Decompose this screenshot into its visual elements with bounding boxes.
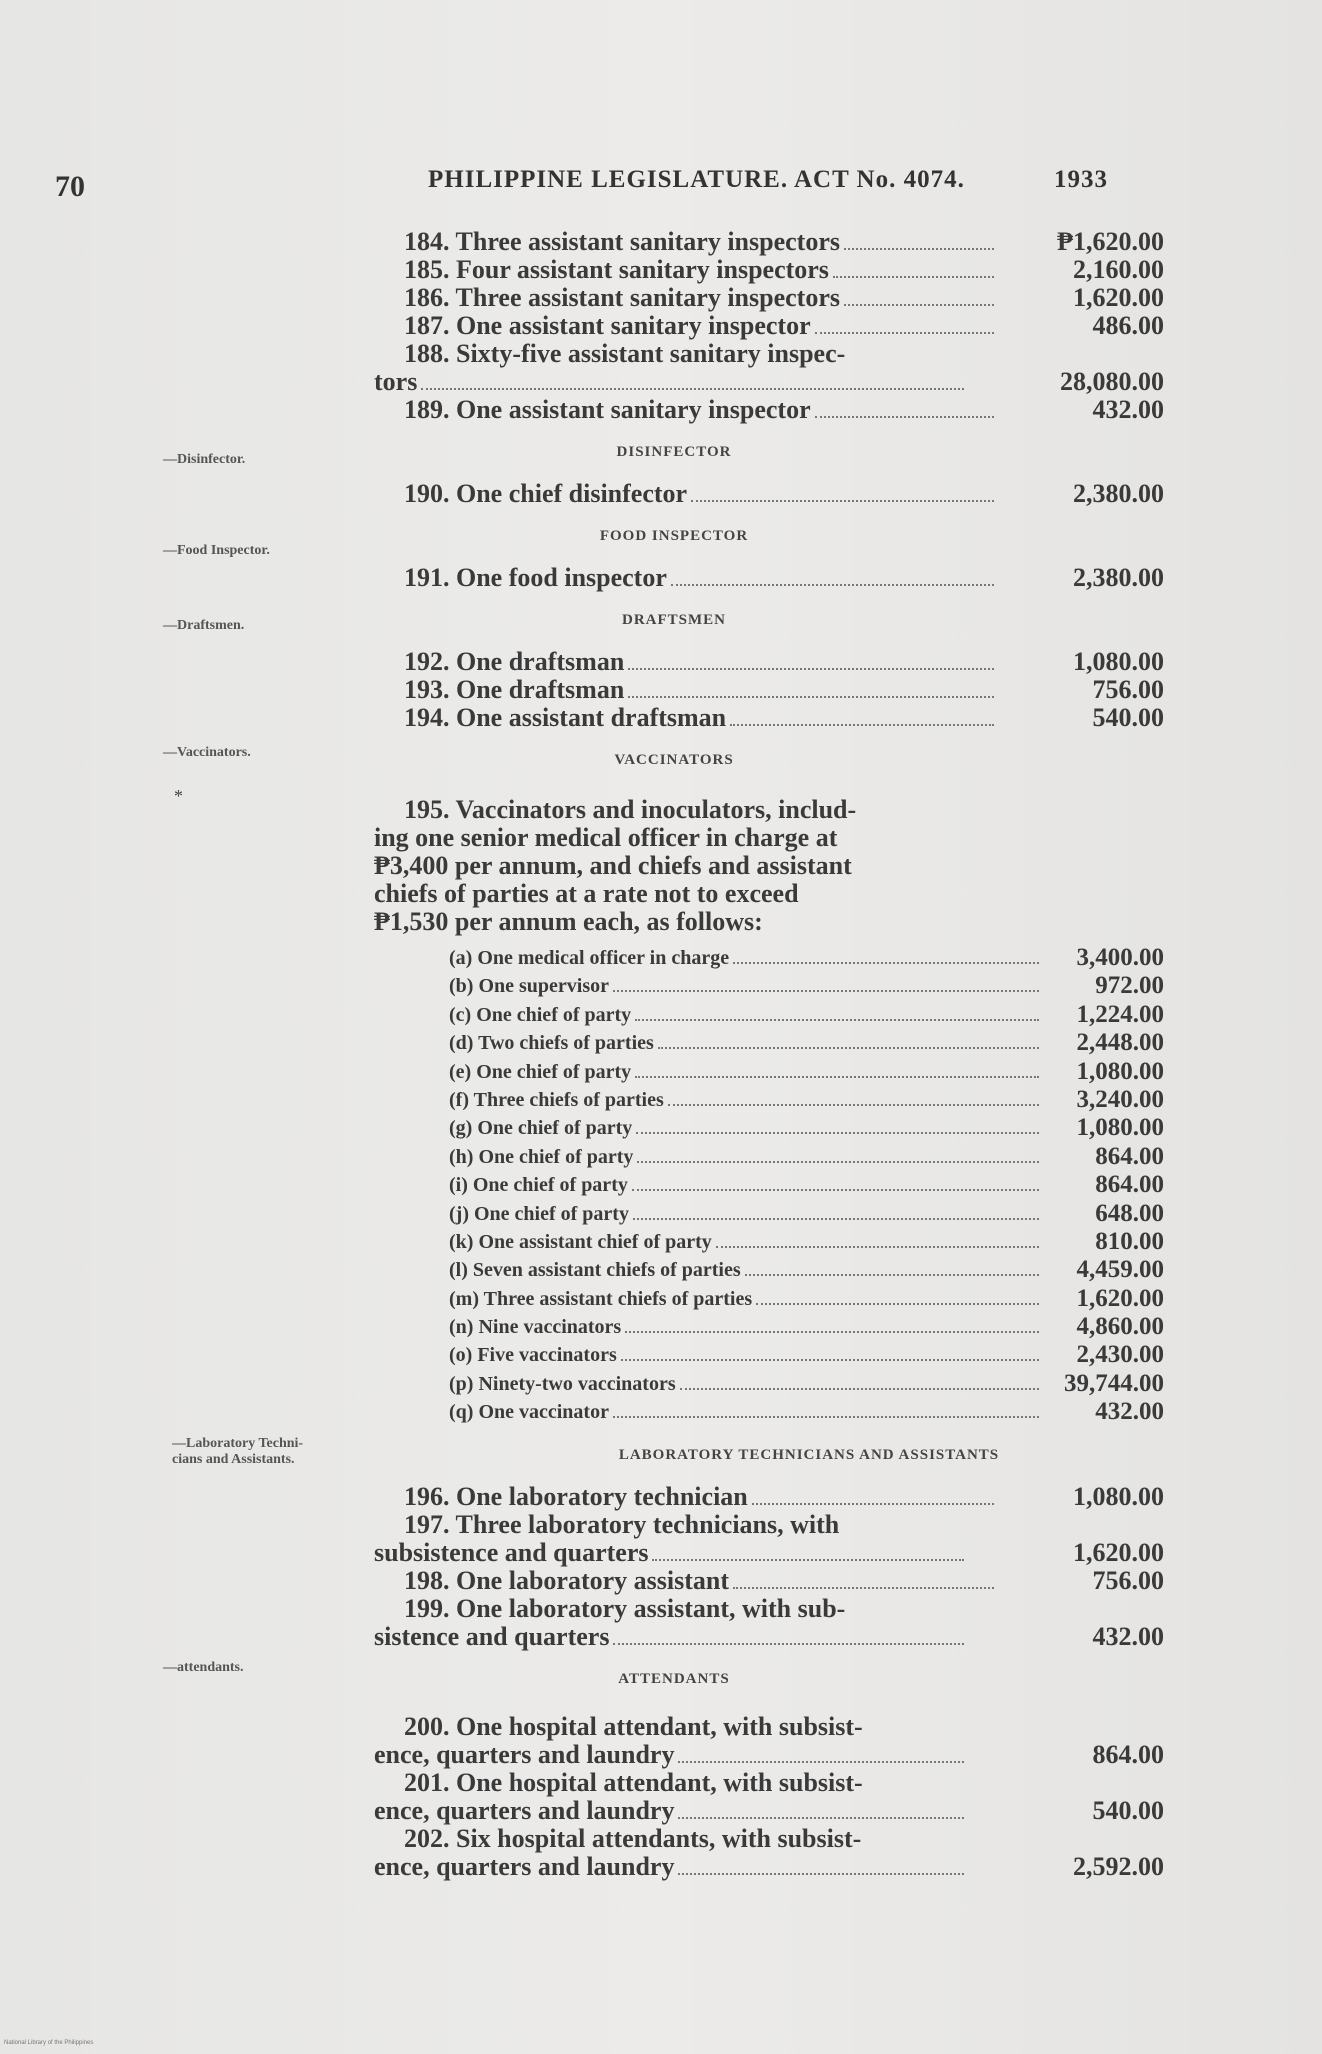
item-amount: 4,459.00 — [1076, 1256, 1164, 1284]
item-184 — [374, 228, 1164, 256]
item-text: 184. Three assistant sanitary inspectors — [404, 228, 840, 256]
item-199 — [374, 1623, 1164, 1651]
item-195k — [374, 1228, 1164, 1256]
item-201-line1: 201. One hospital attendant, with subsist- — [404, 1767, 863, 1797]
item-text: tors — [374, 368, 418, 396]
item-amount: 1,620.00 — [1076, 1284, 1164, 1312]
margin-note-draftsmen: —Draftsmen. — [163, 618, 245, 633]
item-192 — [374, 648, 1164, 676]
item-amount: 432.00 — [1092, 395, 1164, 424]
item-text: ence, quarters and laundry — [374, 1740, 675, 1769]
item-189 — [374, 396, 1164, 424]
item-text: ence, quarters and laundry — [374, 1852, 675, 1881]
heading-food-inspector: FOOD INSPECTOR — [599, 528, 749, 544]
item-text: 191. One food inspector — [404, 564, 667, 592]
item-195l — [374, 1256, 1164, 1284]
item-text: 194. One assistant draftsman — [404, 704, 727, 732]
item-195a — [374, 944, 1164, 972]
item-185 — [374, 256, 1164, 284]
item-195j — [374, 1200, 1164, 1228]
item-text: (l) Seven assistant chiefs of parties — [449, 1259, 741, 1282]
item-text: (q) One vaccinator — [449, 1401, 609, 1424]
item-amount: 864.00 — [1092, 1739, 1164, 1769]
item-amount: 39,744.00 — [1064, 1369, 1164, 1397]
item-text: 186. Three assistant sanitary inspectors — [404, 284, 840, 312]
item-186 — [374, 284, 1164, 312]
item-197-line1: 197. Three laboratory technicians, with — [404, 1509, 840, 1539]
item-201 — [374, 1797, 1164, 1825]
item-text: 193. One draftsman — [404, 676, 625, 704]
margin-star: * — [174, 786, 183, 806]
footer-stamp: National Library of the Philippines — [4, 2040, 94, 2046]
heading-disinfector: DISINFECTOR — [616, 444, 732, 460]
item-text: (e) One chief of party — [449, 1060, 632, 1083]
item-text: 198. One laboratory assistant — [404, 1566, 729, 1595]
margin-note-laboratory — [172, 1436, 303, 1468]
item-amount: ₱1,620.00 — [1057, 227, 1164, 256]
item-amount: 2,448.00 — [1076, 1029, 1164, 1057]
item-195f — [374, 1086, 1164, 1114]
item-amount: 864.00 — [1095, 1171, 1164, 1199]
item-amount: 3,400.00 — [1076, 944, 1164, 971]
item-text: (i) One chief of party — [449, 1174, 628, 1197]
item-195p — [374, 1370, 1164, 1398]
item-text: (c) One chief of party — [449, 1003, 632, 1026]
item-195e — [374, 1058, 1164, 1086]
item-text: (f) Three chiefs of parties — [449, 1088, 664, 1111]
item-amount: 1,620.00 — [1073, 283, 1164, 312]
running-head-title: PHILIPPINE LEGISLATURE. ACT No. 4074. — [428, 166, 965, 193]
item-195d — [374, 1029, 1164, 1057]
item-195-line5: ₱1,530 per annum each, as follows: — [374, 907, 763, 936]
item-text: 189. One assistant sanitary inspector — [404, 396, 811, 424]
item-195c — [374, 1001, 1164, 1029]
item-197 — [374, 1539, 1164, 1567]
item-amount: 864.00 — [1095, 1142, 1164, 1170]
item-195i — [374, 1171, 1164, 1199]
item-text: 185. Four assistant sanitary inspectors — [404, 256, 829, 284]
margin-note-lab-line2: cians and Assistants. — [172, 1452, 295, 1467]
item-202 — [374, 1853, 1164, 1881]
item-188-line1: 188. Sixty-five assistant sanitary inspec- — [404, 339, 846, 368]
item-190 — [374, 480, 1164, 508]
running-head-year: 1933 — [1054, 166, 1108, 193]
item-text: (m) Three assistant chiefs of parties — [449, 1287, 753, 1310]
margin-note-disinfector: —Disinfector. — [163, 452, 246, 467]
item-193 — [374, 676, 1164, 704]
item-amount: 1,620.00 — [1073, 1537, 1164, 1567]
item-195-line4: chiefs of parties at a rate not to exceed — [374, 879, 799, 908]
item-amount: 4,860.00 — [1076, 1313, 1164, 1341]
item-191 — [374, 564, 1164, 592]
item-amount: 648.00 — [1095, 1199, 1164, 1227]
item-194 — [374, 704, 1164, 732]
item-text: (k) One assistant chief of party — [449, 1230, 712, 1253]
heading-laboratory: LABORATORY TECHNICIANS AND ASSISTANTS — [618, 1446, 1000, 1463]
item-text: ence, quarters and laundry — [374, 1796, 675, 1825]
item-195-line3: ₱3,400 per annum, and chiefs and assistant — [374, 851, 852, 880]
item-200-line1: 200. One hospital attendant, with subsist- — [404, 1711, 863, 1741]
item-amount: 2,160.00 — [1073, 255, 1164, 284]
item-amount: 2,380.00 — [1073, 563, 1164, 592]
item-195-line2: ing one senior medical officer in charge at — [374, 823, 838, 852]
item-amount: 2,380.00 — [1073, 479, 1164, 508]
appropriation-list — [374, 228, 1164, 1881]
item-amount: 432.00 — [1092, 1621, 1164, 1651]
item-195o — [374, 1341, 1164, 1369]
item-text: (b) One supervisor — [449, 975, 609, 998]
item-amount: 1,080.00 — [1076, 1057, 1164, 1085]
item-amount: 2,430.00 — [1076, 1341, 1164, 1369]
item-amount: 28,080.00 — [1060, 367, 1164, 396]
item-198 — [374, 1567, 1164, 1595]
item-amount: 486.00 — [1092, 311, 1164, 340]
page-number: 70 — [55, 170, 85, 203]
margin-note-lab-line1: —Laboratory Techni- — [172, 1436, 304, 1451]
margin-note-attendants: —attendants. — [163, 1660, 244, 1675]
heading-attendants: ATTENDANTS — [618, 1670, 730, 1687]
item-195b — [374, 972, 1164, 1000]
item-amount: 3,240.00 — [1076, 1085, 1164, 1113]
item-text: 192. One draftsman — [404, 648, 625, 676]
item-202-line1: 202. Six hospital attendants, with subsist- — [404, 1823, 862, 1853]
item-199-line1: 199. One laboratory assistant, with sub- — [404, 1593, 846, 1623]
item-amount: 1,080.00 — [1073, 1481, 1164, 1511]
item-196 — [374, 1483, 1164, 1511]
item-text: sistence and quarters — [374, 1622, 610, 1651]
item-text: subsistence and quarters — [374, 1538, 649, 1567]
item-amount: 2,592.00 — [1073, 1851, 1164, 1881]
item-187 — [374, 312, 1164, 340]
margin-note-vaccinators: —Vaccinators. — [163, 745, 251, 760]
item-195q — [374, 1398, 1164, 1426]
item-amount: 540.00 — [1092, 1795, 1164, 1825]
running-head — [428, 166, 1108, 194]
item-195g — [374, 1114, 1164, 1142]
item-200 — [374, 1741, 1164, 1769]
item-amount: 540.00 — [1092, 703, 1164, 732]
item-text: (d) Two chiefs of parties — [449, 1032, 654, 1055]
item-amount: 972.00 — [1095, 972, 1164, 1000]
item-195m — [374, 1285, 1164, 1313]
item-text: (j) One chief of party — [449, 1202, 629, 1225]
item-text: 190. One chief disinfector — [404, 480, 688, 508]
item-text: 196. One laboratory technician — [404, 1482, 748, 1511]
item-text: (g) One chief of party — [449, 1117, 633, 1140]
item-195-line1: 195. Vaccinators and inoculators, includ- — [404, 795, 857, 824]
item-text: (a) One medical officer in charge — [449, 947, 730, 969]
item-amount: 756.00 — [1092, 675, 1164, 704]
item-amount: 432.00 — [1095, 1398, 1164, 1426]
item-188 — [374, 368, 1164, 396]
item-text: (p) Ninety-two vaccinators — [449, 1372, 676, 1395]
item-text: (h) One chief of party — [449, 1145, 634, 1168]
heading-draftsmen: DRAFTSMEN — [621, 612, 726, 628]
item-text: (o) Five vaccinators — [449, 1344, 617, 1367]
item-text: 187. One assistant sanitary inspector — [404, 312, 811, 340]
item-195h — [374, 1143, 1164, 1171]
item-amount: 1,224.00 — [1076, 1000, 1164, 1028]
item-195n — [374, 1313, 1164, 1341]
heading-vaccinators: VACCINATORS — [614, 752, 734, 768]
item-text: (n) Nine vaccinators — [449, 1316, 622, 1339]
item-amount: 1,080.00 — [1076, 1114, 1164, 1142]
margin-note-food-inspector: —Food Inspector. — [163, 543, 270, 558]
item-amount: 810.00 — [1095, 1227, 1164, 1255]
item-amount: 756.00 — [1092, 1565, 1164, 1595]
item-amount: 1,080.00 — [1073, 647, 1164, 676]
